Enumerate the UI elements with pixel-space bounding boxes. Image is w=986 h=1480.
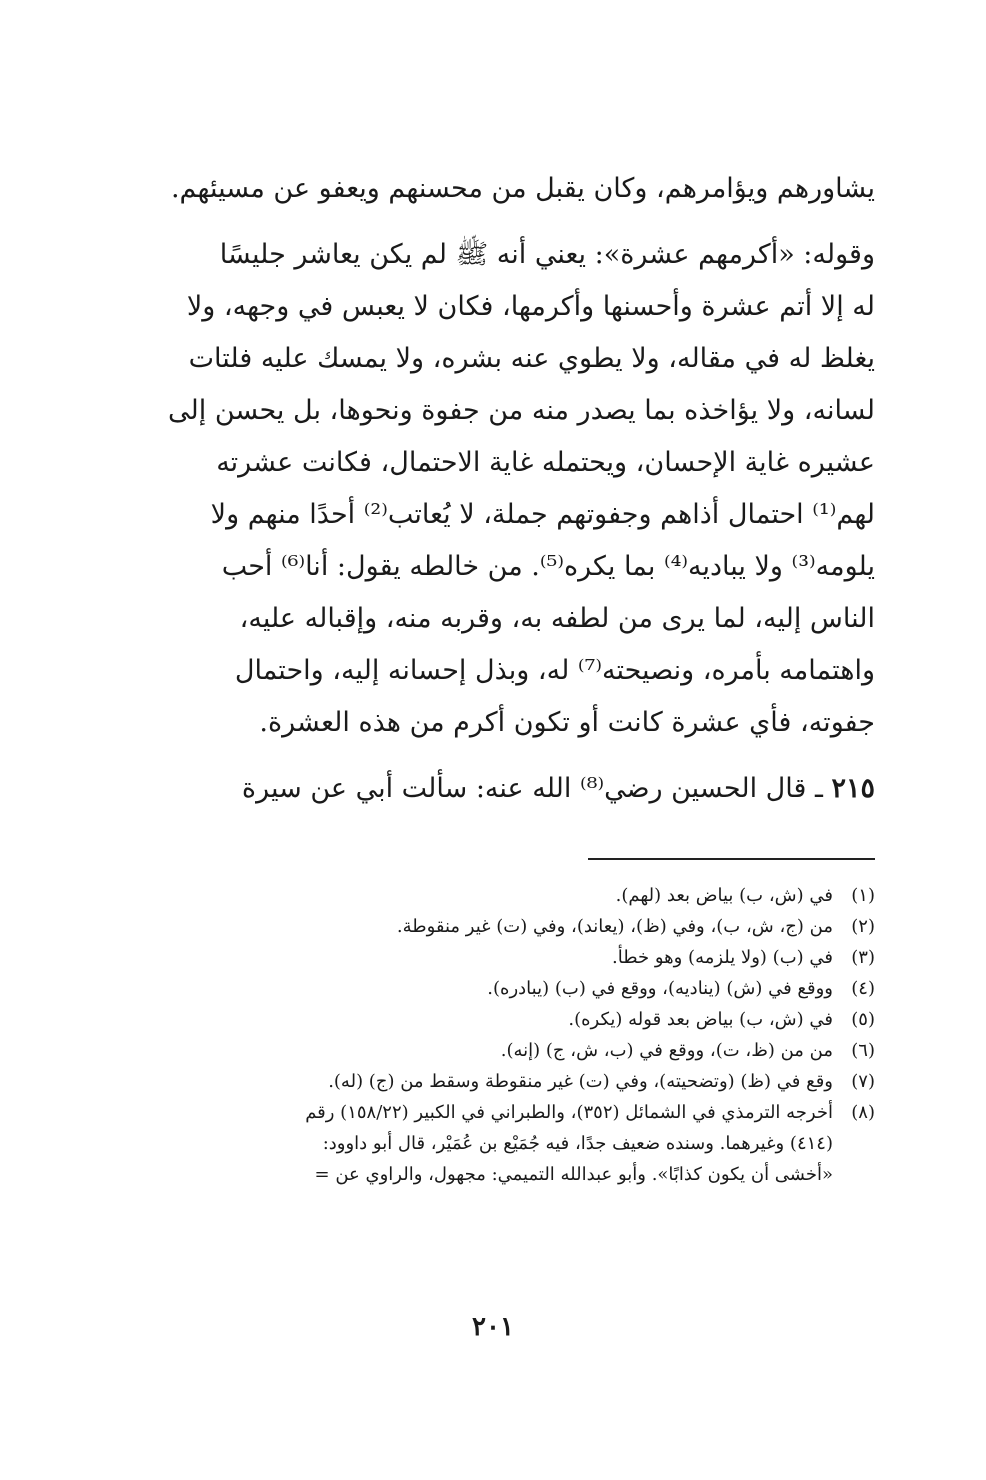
main-text-line: جفوته، فأي عشرة كانت أو تكون أكرم من هذه العشرة.	[259, 707, 875, 738]
paragraph-gap	[105, 749, 875, 763]
footnote-number: (٤)	[851, 978, 875, 999]
main-text-line: الناس إليه، لما يرى من لطفه به، وقربه منه، وإقباله عليه،	[239, 603, 875, 634]
footnote-text: في (ش، ب) بياض بعد قوله (يكره).	[568, 1009, 833, 1030]
footnote-text: وقع في (ظ) (وتضحيته)، وفي (ت) غير منقوطة وسقط من (ج) (له).	[328, 1071, 833, 1092]
paragraph-gap	[105, 215, 875, 229]
footnote-text: أخرجه الترمذي في الشمائل (٣٥٢)، والطبراني في الكبير (١٥٨/٢٢) رقم	[305, 1102, 833, 1123]
main-text-line: له إلا أتم عشرة وأحسنها وأكرمها، فكان لا يعبس في وجهه، ولا	[186, 291, 875, 322]
footnote-text: من (ج، ش، ب)، وفي (ظ)، (يعاند)، وفي (ت) غير منقوطة.	[396, 916, 833, 937]
footnote-text: في (ش، ب) بياض بعد (لهم).	[615, 885, 833, 906]
footnote-text: من من (ظ، ت)، ووقع في (ب، ش، ج) (إنه).	[500, 1040, 833, 1061]
main-text-line: عشيره غاية الإحسان، ويحتمله غاية الاحتمال، فكانت عشرته	[216, 447, 875, 478]
hadith-text: ـ قال الحسين رضي⁽⁸⁾ الله عنه: سألت أبي عن سيرة	[241, 773, 832, 804]
footnote	[100, 880, 875, 911]
main-text-line: لهم⁽¹⁾ احتمال أذاهم وجفوتهم جملة، لا يُعاتب⁽²⁾ أحدًا منهم ولا	[210, 499, 875, 530]
footnote	[100, 1097, 875, 1190]
footnote-separator	[588, 858, 875, 860]
footnote-text: (٤١٤) وغيرهما. وسنده ضعيف جدًا، فيه جُمَيْع بن عُمَيْر، قال أبو داوود:	[322, 1133, 833, 1154]
main-text-line: لسانه، ولا يؤاخذه بما يصدر منه من جفوة ونحوها، بل يحسن إلى	[168, 395, 875, 426]
footnote	[100, 911, 875, 942]
footnote	[100, 1066, 875, 1097]
main-text-line: واهتمامه بأمره، ونصيحته⁽⁷⁾ له، وبذل إحسانه إليه، واحتمال	[234, 655, 875, 686]
footnote	[100, 973, 875, 1004]
footnote	[100, 942, 875, 973]
footnote-number: (٥)	[851, 1009, 875, 1030]
main-text	[105, 163, 875, 815]
footnote	[100, 1004, 875, 1035]
main-text-line: يشاورهم ويؤامرهم، وكان يقبل من محسنهم ويعفو عن مسيئهم.	[170, 173, 875, 204]
footnote-number: (٨)	[851, 1102, 875, 1123]
page-number: ٢٠١	[472, 1312, 514, 1342]
footnote-number: (٦)	[851, 1040, 875, 1061]
main-text-line: يلومه⁽³⁾ ولا يباديه⁽⁴⁾ بما يكره⁽⁵⁾. من خالطه يقول: أنا⁽⁶⁾ أحب	[221, 551, 875, 582]
footnote-number: (٧)	[851, 1071, 875, 1092]
footnote	[100, 1035, 875, 1066]
footnote-text: في (ب) (ولا يلزمه) وهو خطأ.	[612, 947, 833, 968]
footnotes	[100, 880, 875, 1190]
footnote-text: «أخشى أن يكون كذابًا». وأبو عبدالله التميمي: مجهول، والراوي عن =	[314, 1164, 833, 1185]
footnote-number: (٢)	[851, 916, 875, 937]
footnote-number: (١)	[851, 885, 875, 906]
hadith-number: ٢١٥	[831, 773, 875, 804]
main-text-line: وقوله: «أكرمهم عشرة»: يعني أنه ﷺ لم يكن يعاشر جليسًا	[219, 239, 875, 270]
hadith-heading-line	[105, 763, 875, 815]
footnote-text: ووقع في (ش) (ينادیه)، ووقع في (ب) (يبادره).	[487, 978, 833, 999]
footnote-number: (٣)	[851, 947, 875, 968]
main-text-line: يغلظ له في مقاله، ولا يطوي عنه بشره، ولا يمسك عليه فلتات	[188, 343, 875, 374]
